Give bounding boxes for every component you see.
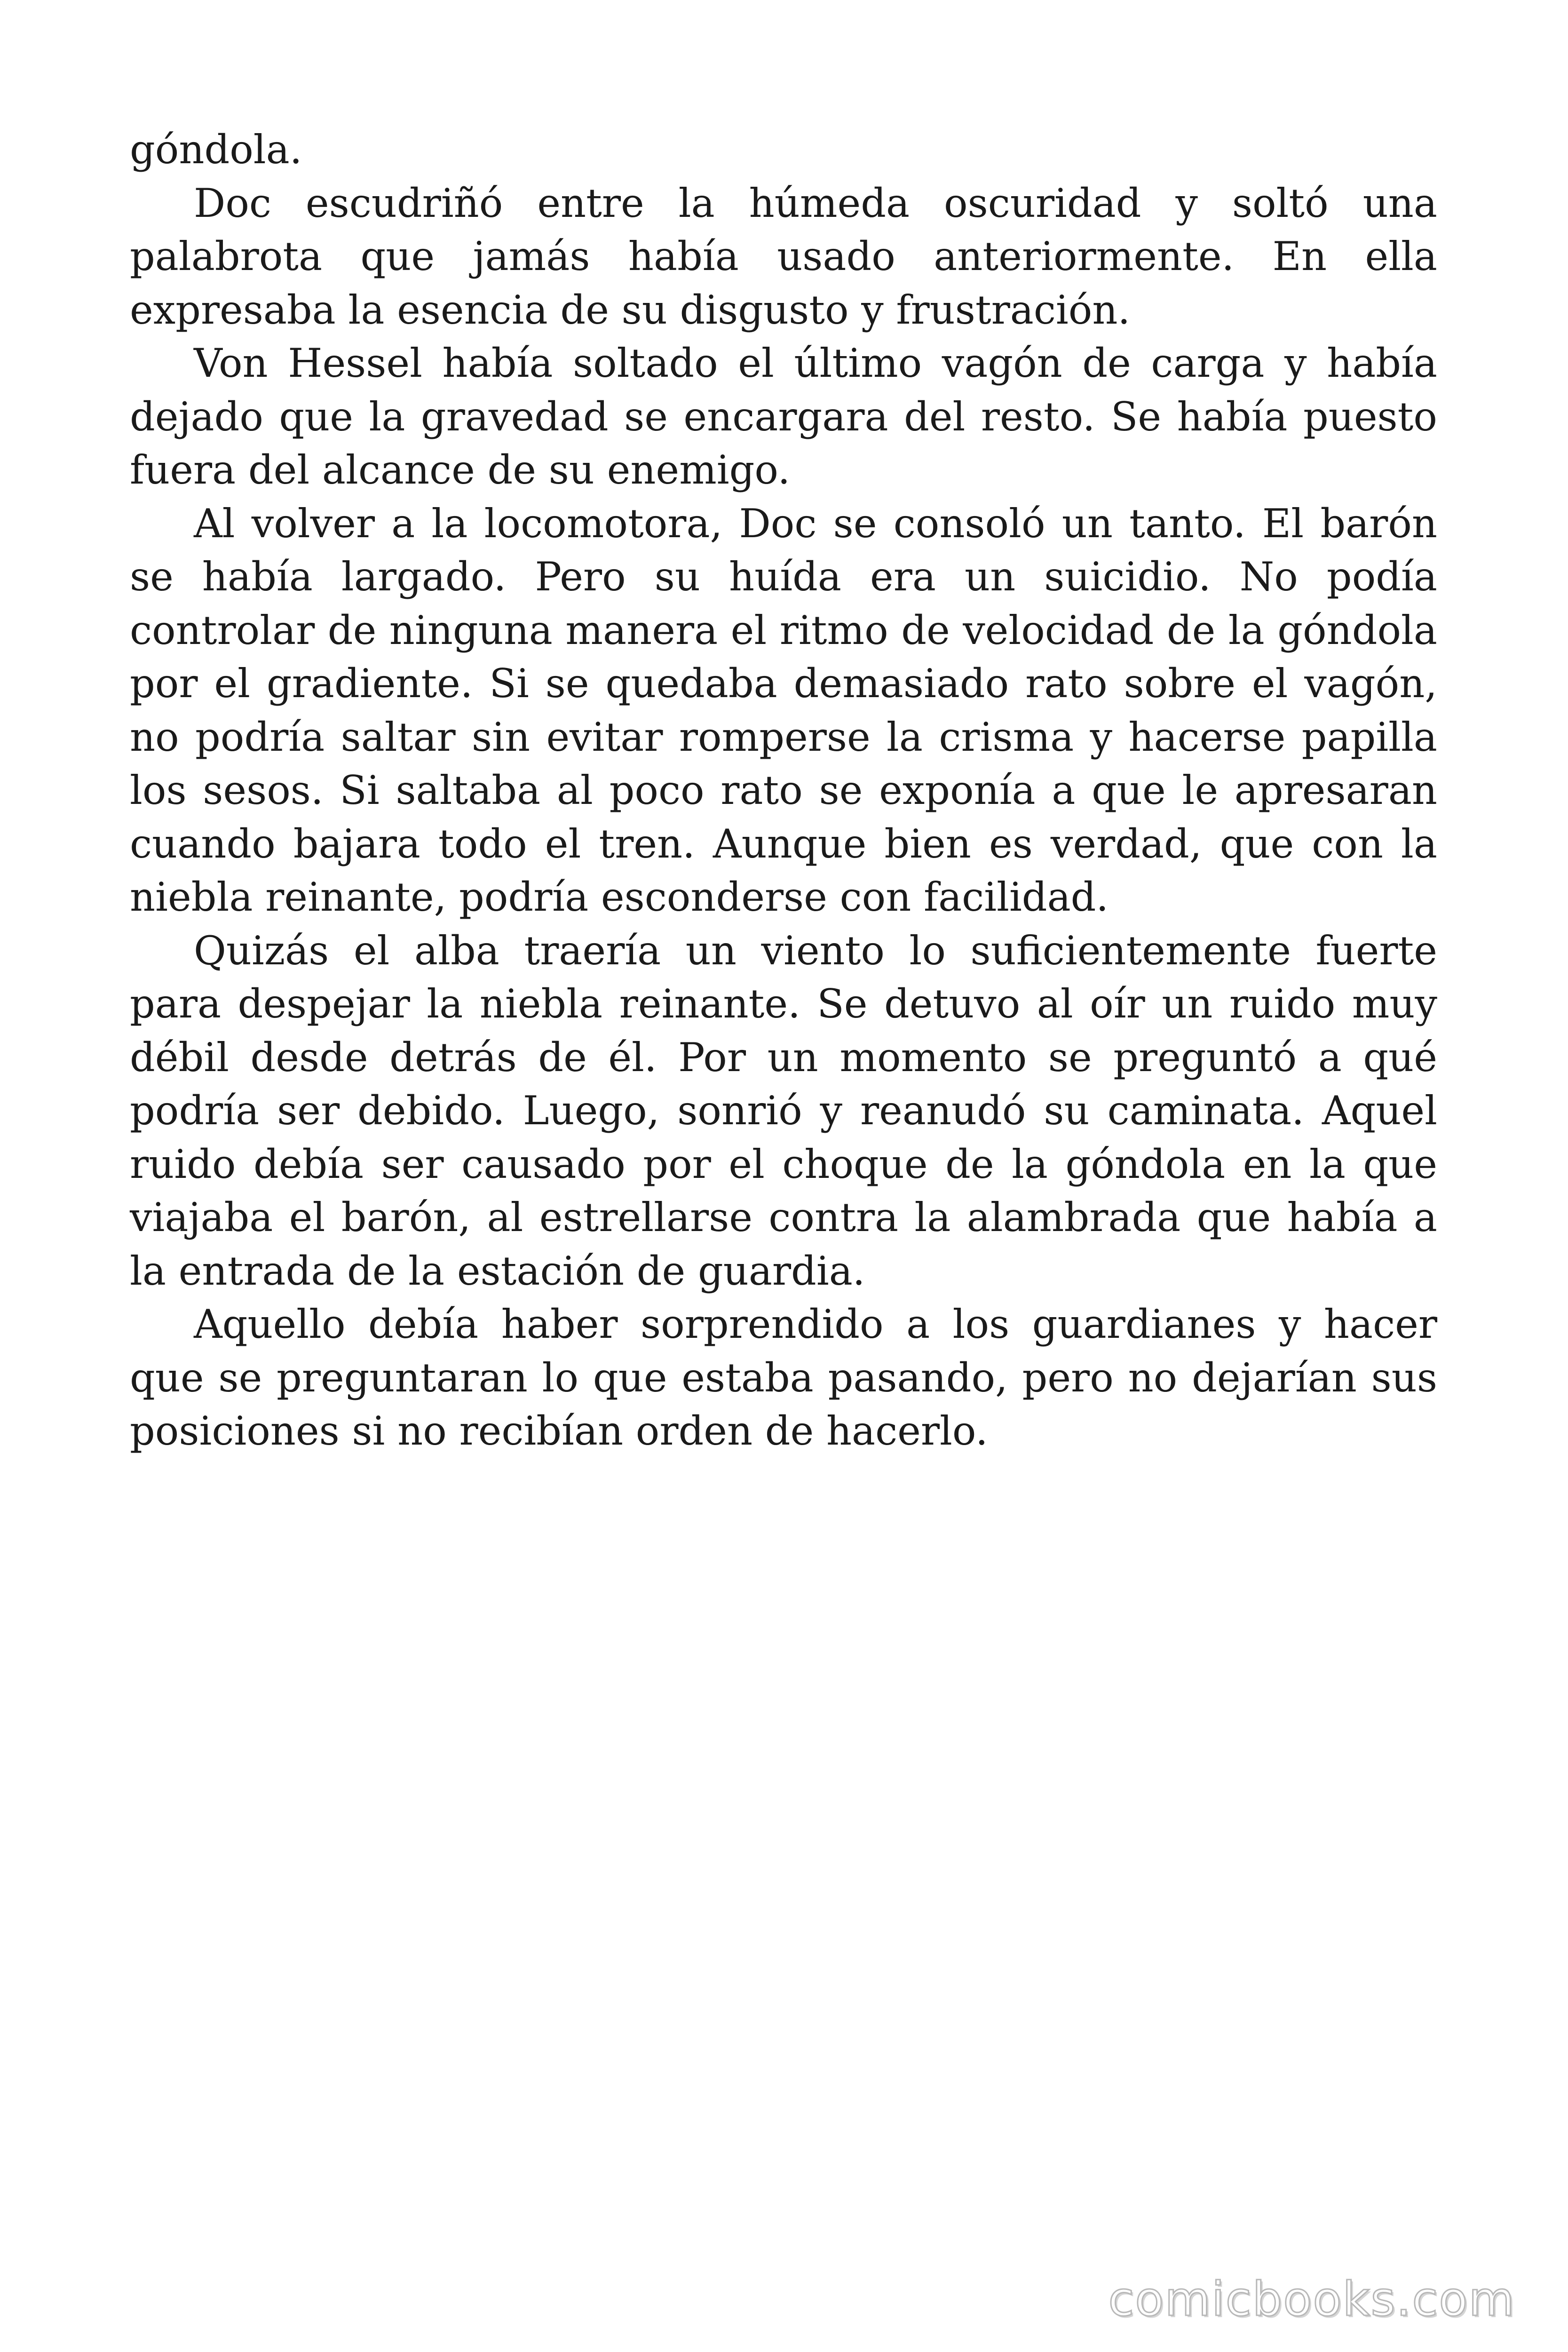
paragraph-4: Al volver a la locomotora, Doc se consoló un tanto. El barón se había largado. Pero su huída era un suicidio. No podía controlar de ninguna manera el ritmo de velocidad de la góndola por el gradiente. Si se quedaba demasiado rato sobre el vagón, no podría saltar sin evitar romperse la crisma y hacerse papilla los sesos. Si saltaba al poco rato se exponía a que le apresaran cuando bajara todo el tren. Aunque bien es verdad, que con la niebla reinante, podría esconderse con facilidad. [130,500,1437,920]
body-text [130,123,1437,1458]
paragraph-6: Aquello debía haber sorprendido a los guardianes y hacer que se preguntaran lo que estaba pasando, pero no dejarían sus posiciones si no recibían orden de hacerlo. [130,1301,1437,1454]
paragraph-1: góndola. [130,127,302,173]
paragraph-2: Doc escudriñó entre la húmeda oscuridad y soltó una palabrota que jamás había usado anteriormente. En ella expresaba la esencia de su disgusto y frustración. [130,180,1437,333]
paragraph-3: Von Hessel había soltado el último vagón de carga y había dejado que la gravedad se encargara del resto. Se había puesto fuera del alcance de su enemigo. [130,340,1437,493]
watermark: comicbooks.com [1108,2272,1515,2327]
paragraph-5: Quizás el alba traería un viento lo suficientemente fuerte para despejar la niebla reinante. Se detuvo al oír un ruido muy débil desde detrás de él. Por un momento se preguntó a qué podría ser debido. Luego, sonrió y reanudó su caminata. Aquel ruido debía ser causado por el choque de la góndola en la que viajaba el barón, al estrellarse contra la alambrada que había a la entrada de la estación de guardia. [130,927,1437,1294]
